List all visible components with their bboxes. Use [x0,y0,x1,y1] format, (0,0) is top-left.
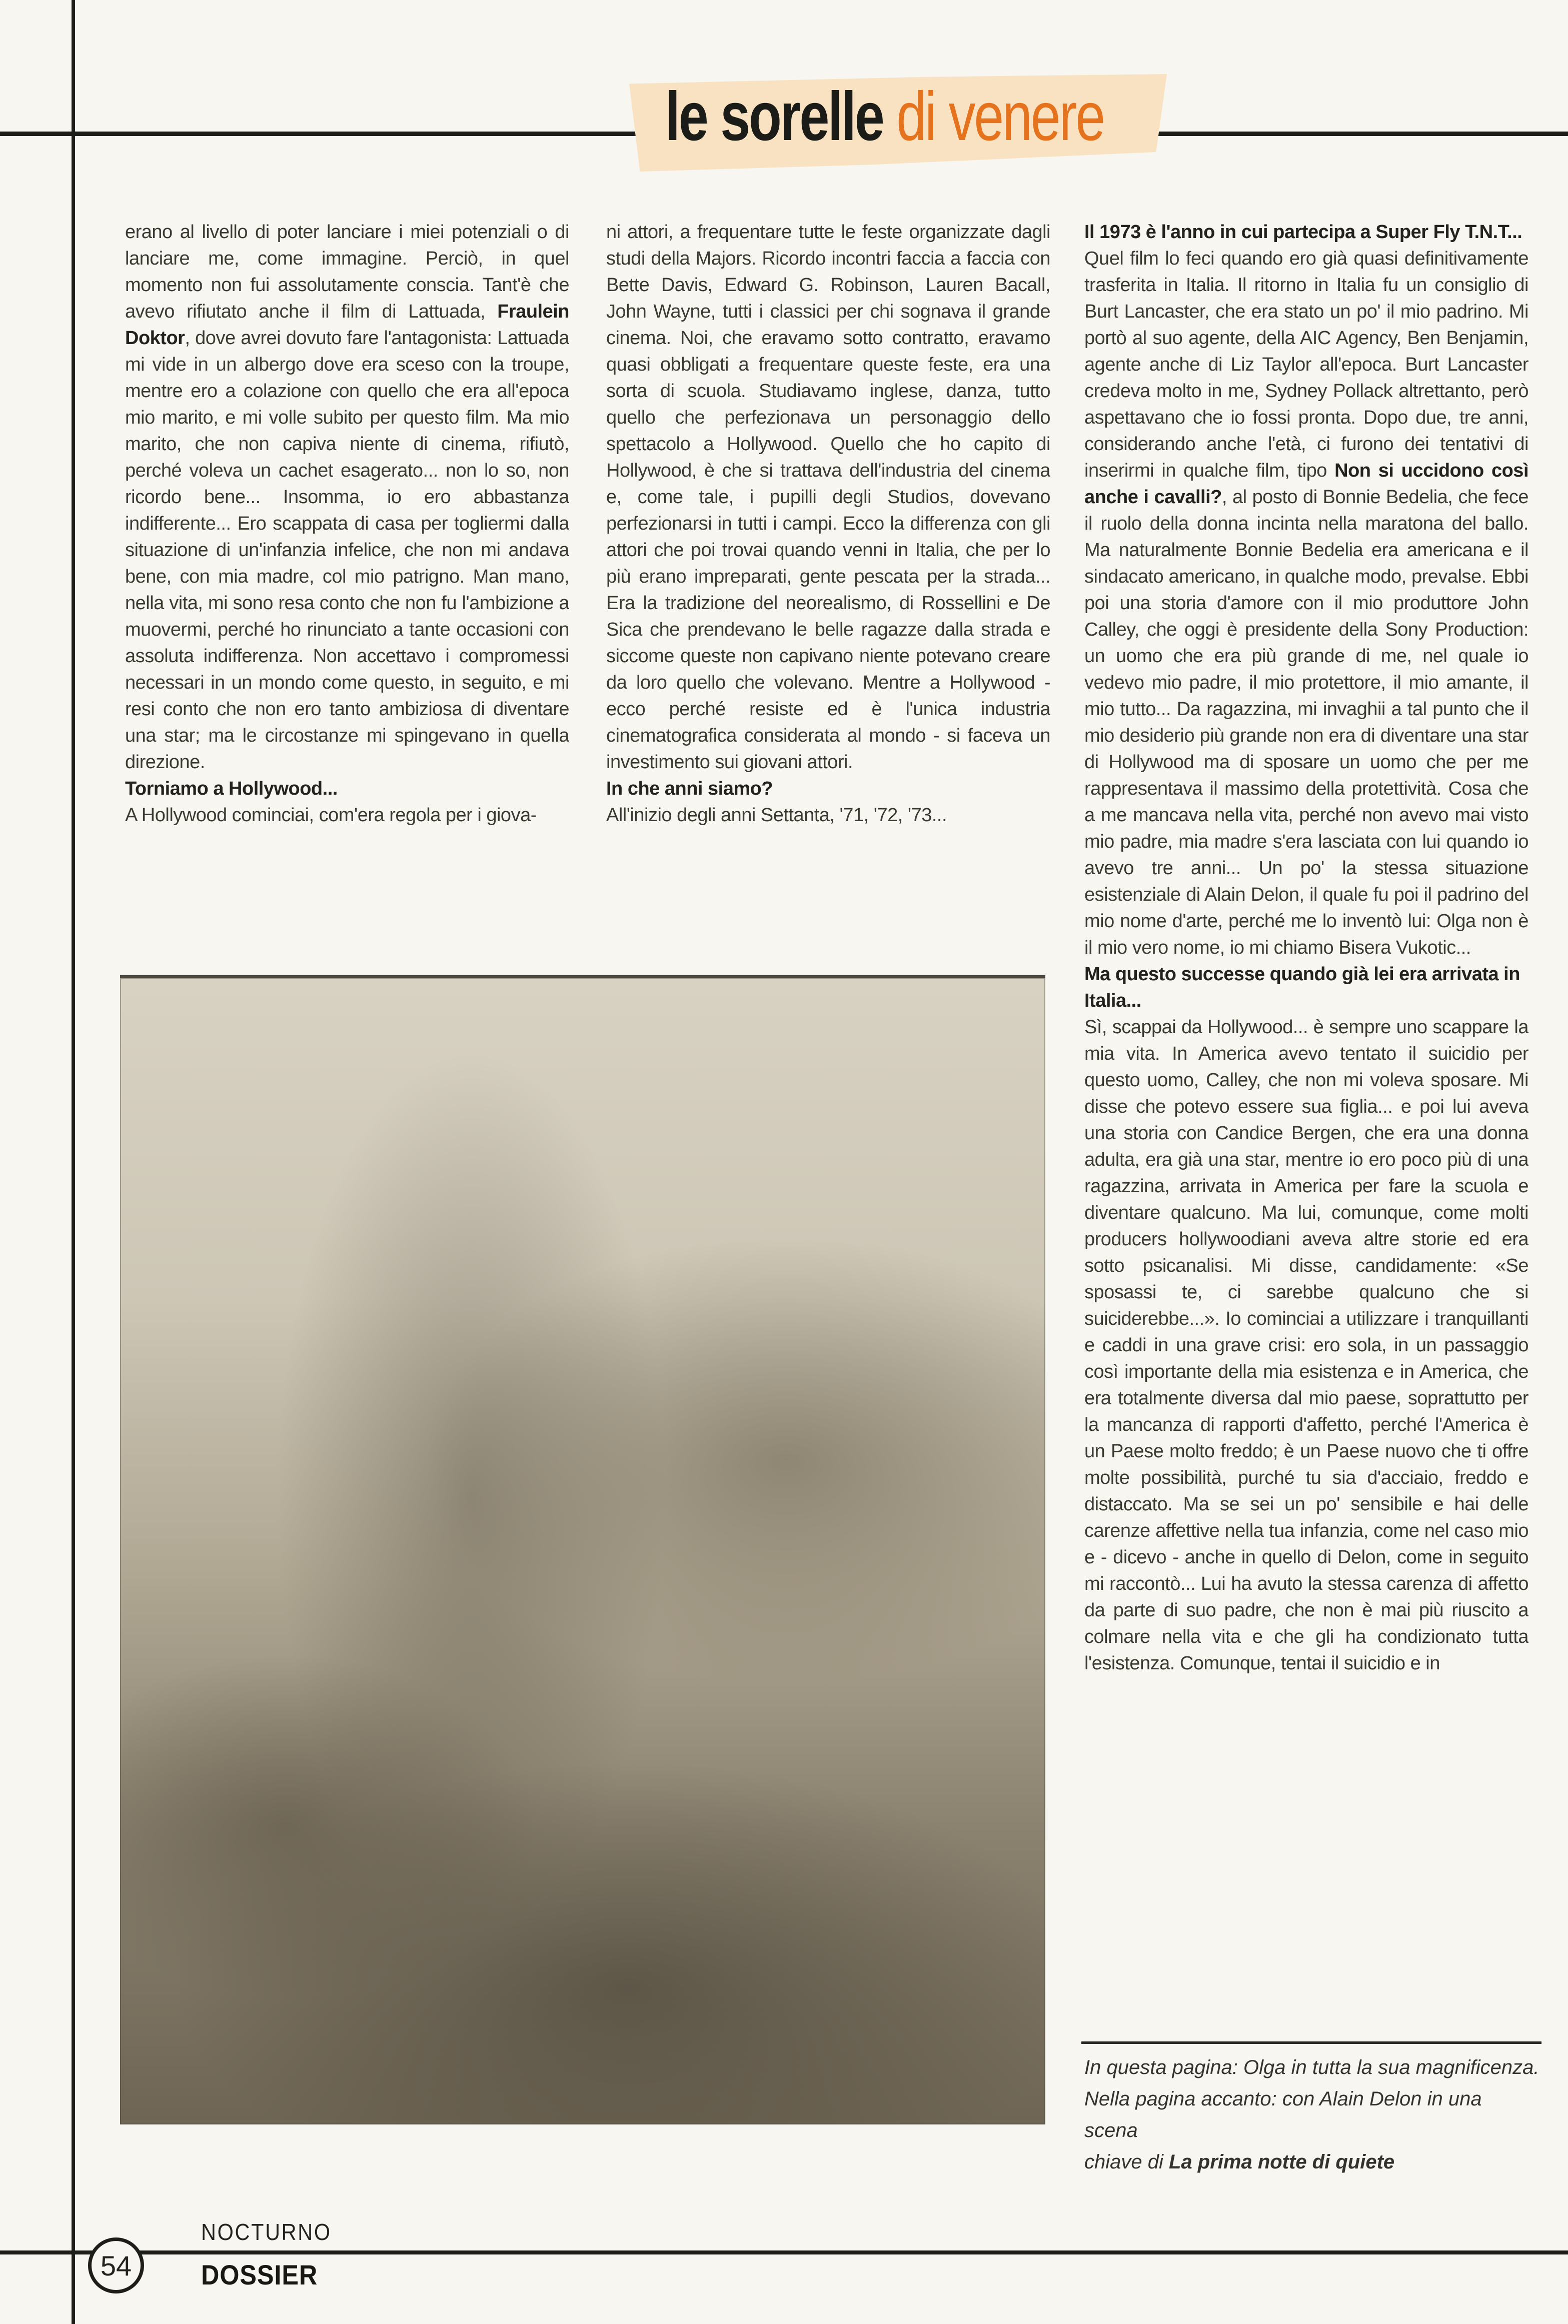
text-run: All'inizio degli anni Settanta, '71, '72, '73... [606,805,947,826]
text-run: A Hollywood cominciai, com'era regola per i giova- [125,805,537,826]
paragraph [1084,1014,1528,1677]
text-run: chiave di [1084,2151,1169,2173]
footer-rule [0,2250,1568,2254]
question-heading [606,776,1050,802]
bold-text-run: Fraulein Doktor [125,301,569,349]
page-title-orange: di venere [883,78,1104,155]
magazine-name: NOCTURNO [201,2219,332,2245]
caption-line [1084,2146,1539,2178]
left-margin-rule [72,0,75,2324]
question-heading [1084,219,1528,246]
text-run: Sì, scappai da Hollywood... è sempre uno scappare la mia vita. In America avevo tentato il suicidio per questo uomo, Calley, che non mi voleva sposare. Mi disse che potevo essere sua figlia... e poi lui aveva una storia con Candice Bergen, che era una donna adulta, era già una star, mentre io ero poco più di una ragazzina, arrivata in America per fare la scuola e diventare qualcuno. Ma lui, comunque, come molti producers hollywoodiani aveva altre storie ed era sotto psicanalisi. Mi disse, candidamente: «Se sposassi te, ci sarebbe qualcuno che si suiciderebbe...». Io cominciai a utilizzare i tranquillanti e caddi in una grave crisi: ero sola, in un passaggio così importante della mia esistenza e in America, che era totalmente diversa dal mio paese, soprattutto per la mancanza di rapporti d'affetto, perché l'America è un Paese molto freddo; è un Paese nuovo che ti offre molte possibilità, purché tu sia d'acciaio, freddo e distaccato. Ma se sei un po' sensibile e hai delle carenze affettive nella tua infanzia, come nel caso mio e - dicevo - anche in quello di Delon, come in seguito mi raccontò... Lui ha avuto la stessa carenza di affetto da parte di suo padre, che non è mai più riuscito a colmare nella vita e che gli ha condizionato tutta l'esistenza. Comunque, tentai il suicidio e in [1084,1017,1528,1674]
bold-text-run: Torniamo a Hollywood... [125,778,338,799]
bold-text-run: La prima notte di quiete [1168,2151,1395,2173]
bold-text-run: Ma questo successe quando già lei era arrivata in Italia... [1084,964,1520,1011]
paragraph [1084,246,1528,961]
article-column-2 [606,219,1050,972]
page-number-badge [88,2237,144,2293]
question-heading [125,776,569,802]
article-column-3 [1084,219,1528,2024]
caption-rule [1081,2041,1541,2044]
bold-text-run: In che anni siamo? [606,778,773,799]
paragraph [125,802,569,829]
caption-line [1084,2052,1539,2083]
photo-caption [1084,2052,1539,2178]
bold-text-run: Il 1973 è l'anno in cui partecipa a Super Fly T.N.T... [1084,222,1522,243]
question-heading [1084,961,1528,1014]
article-column-1 [125,219,569,972]
text-run: In questa pagina: Olga in tutta la sua magnificenza. [1084,2056,1539,2078]
paragraph [125,219,569,776]
text-run: , al posto di Bonnie Bedelia, che fece il ruolo della donna incinta nella maratona del ballo. Ma naturalmente Bonnie Bedelia era americana e il sindacato americano, in qualche modo, prevalse. Ebbi poi una storia d'amore con il mio produttore John Calley, che oggi è presidente della Sony Production: un uomo che era più grande di me, nel quale io vedevo mio padre, il mio protettore, il mio amante, il mio tutto... Da ragazzina, mi invaghii a tal punto che il mio desiderio più grande non era di diventare una star di Hollywood ma di sposare un uomo che per me rappresentava il massimo della protettività. Cosa che a me mancava nella vita, perché non avevo mai visto mio padre, mia madre s'era lasciata con lui quando io avevo tre anni... Un po' la stessa situazione esistenziale di Alain Delon, il quale fu poi il padrino del mio nome d'arte, perché me lo inventò lui: Olga non è il mio vero nome, io mi chiamo Bisera Vukotic... [1084,487,1528,958]
page-number: 54 [100,2249,132,2281]
text-run: ni attori, a frequentare tutte le feste organizzate dagli studi della Majors. Ricordo incontri faccia a faccia con Bette Davis, Edward G. Robinson, Lauren Bacall, John Wayne, tutti i classici per chi sognava il grande cinema. Noi, che eravamo sotto contratto, eravamo quasi obbligati a frequentare queste feste, era una sorta di scuola. Studiavamo inglese, danza, tutto quello che perfezionava un personaggio dello spettacolo a Hollywood. Quello che ho capito di Hollywood, è che si trattava dell'industria del cinema e, come tale, i pupilli degli Studios, dovevano perfezionarsi in tutti i campi. Ecco la differenza con gli attori che poi trovai quando venni in Italia, che per lo più erano impreparati, gente pescata per la strada... Era la tradizione del neorealismo, di Rossellini e De Sica che prendevano le belle ragazze dalla strada e siccome queste non capivano niente potevano creare da loro quello che volevano. Mentre a Hollywood - ecco perché resiste ed è l'unica industria cinematografica considerata al mondo - si faceva un investimento sui giovani attori. [606,222,1050,773]
text-run: erano al livello di poter lanciare i miei potenziali o di lanciare me, come immagine. Perciò, in quel momento non fui assolutamente conscia. Tant'è che avevo rifiutato anche il film di Lattuada, [125,222,569,322]
text-run: , dove avrei dovuto fare l'antagonista: Lattuada mi vide in un albergo dove era sceso con la troupe, mentre ero a colazione con quello che era all'epoca mio marito, e mi volle subito per questo film. Ma mio marito, che non capiva niente di cinema, rifiutò, perché voleva un cachet esagerato... non lo so, non ricordo bene... Insomma, io ero abbastanza indifferente... Ero scappata di casa per togliermi dalla situazione di un'infanzia infelice, che non mi andava bene, con mia madre, col mio patrigno. Man mano, nella vita, mi sono resa conto che non fu l'ambizione a muovermi, perché ho rinunciato a tante occasioni con assoluta indifferenza. Non accettavo i compromessi necessari in un mondo come questo, in seguito, e mi resi conto che non ero tanto ambiziosa di diventare una star; ma le circostanze mi spingevano in quella direzione. [125,328,569,773]
magazine-section: DOSSIER [201,2259,318,2290]
text-run: Quel film lo feci quando ero già quasi definitivamente trasferita in Italia. Il ritorno in Italia fu un consiglio di Burt Lancaster, che era stato un po' il mio padrino. Mi portò al suo agente, della AIC Agency, Ben Benjamin, agente anche di Liz Taylor all'epoca. Burt Lancaster credeva molto in me, Sydney Pollack altrettanto, però aspettavano che io fossi pronta. Dopo due, tre anni, considerando anche l'età, ci furono dei tentativi di inserirmi in qualche film, tipo [1084,248,1528,481]
photo [120,975,1045,2124]
page-title-black: le sorelle [665,78,883,155]
paragraph [606,802,1050,829]
text-run: Nella pagina accanto: con Alain Delon in una scena [1084,2088,1482,2141]
paragraph [606,219,1050,776]
caption-line [1084,2083,1539,2146]
bold-text-run: Non si uccidono così anche i cavalli? [1084,460,1528,508]
page-title [665,79,1104,159]
